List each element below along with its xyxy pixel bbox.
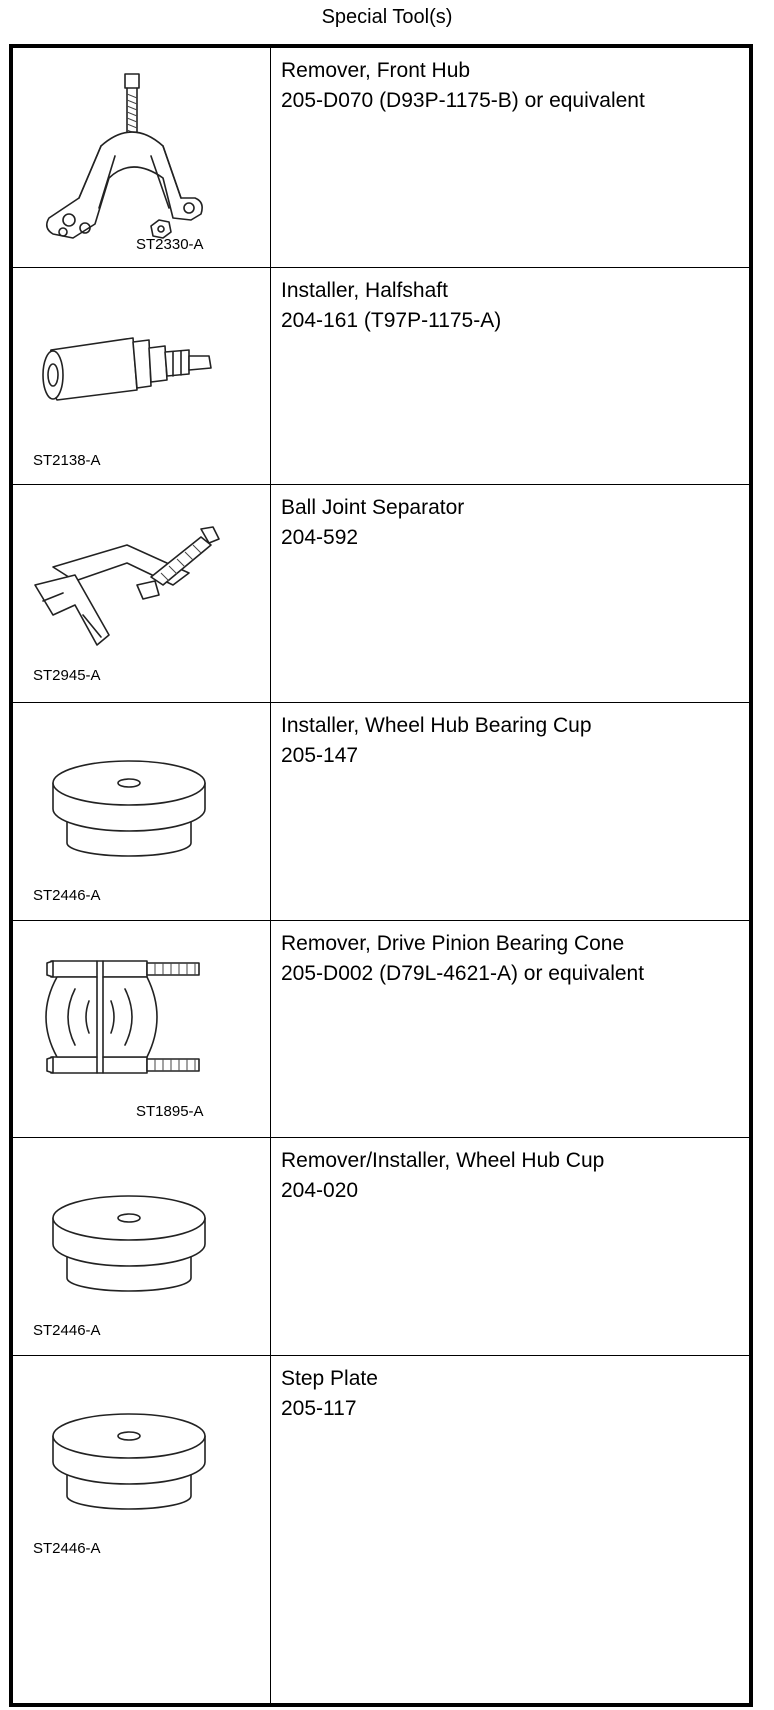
page-title: Special Tool(s) <box>321 6 453 28</box>
tool-number: 204-592 <box>281 526 359 549</box>
tool-code: ST2138-A <box>33 452 101 469</box>
tool-name: Step Plate <box>281 1367 378 1390</box>
tool-description-cell <box>272 1356 749 1703</box>
tool-image-cell <box>13 485 271 702</box>
tool-image-cell <box>13 921 271 1137</box>
tool-description-cell <box>272 48 749 267</box>
tool-description-cell <box>272 703 749 920</box>
tool-number: 205-D070 (D93P-1175-B) or equivalent <box>281 89 645 112</box>
front-hub-remover-icon <box>13 48 270 268</box>
tool-row-ball-joint-separator <box>13 485 749 703</box>
tool-name: Ball Joint Separator <box>281 496 465 519</box>
tool-name: Remover, Drive Pinion Bearing Cone <box>281 932 625 955</box>
tool-code: ST1895-A <box>136 1103 204 1120</box>
tool-name: Remover/Installer, Wheel Hub Cup <box>281 1149 605 1172</box>
tool-description-cell <box>272 1138 749 1355</box>
tool-code: ST2446-A <box>33 887 101 904</box>
tool-row-drive-pinion-bearing-cone-remover <box>13 921 749 1138</box>
tool-number: 205-117 <box>281 1397 357 1420</box>
tool-code: ST2945-A <box>33 667 101 684</box>
tool-image-cell <box>13 703 271 920</box>
tool-number: 204-020 <box>281 1179 359 1202</box>
tool-image-cell <box>13 48 271 267</box>
tool-description-cell <box>272 268 749 484</box>
tool-row-halfshaft-installer <box>13 268 749 485</box>
tool-name: Remover, Front Hub <box>281 59 471 82</box>
tool-number: 204-161 (T97P-1175-A) <box>281 309 502 332</box>
special-tools-table <box>9 44 753 1707</box>
tool-number: 205-147 <box>281 744 359 767</box>
tool-code: ST2330-A <box>136 236 204 253</box>
stepped-disc-icon <box>13 1356 270 1703</box>
tool-number: 205-D002 (D79L-4621-A) or equivalent <box>281 962 645 985</box>
tool-code: ST2446-A <box>33 1322 101 1339</box>
tool-image-cell <box>13 1138 271 1355</box>
tool-name: Installer, Wheel Hub Bearing Cup <box>281 714 592 737</box>
tool-image-cell <box>13 268 271 484</box>
tool-image-cell <box>13 1356 271 1703</box>
tool-row-wheel-hub-cup-remover-installer <box>13 1138 749 1356</box>
tool-name: Installer, Halfshaft <box>281 279 448 302</box>
tool-row-step-plate <box>13 1356 749 1703</box>
tool-row-wheel-hub-bearing-cup-installer <box>13 703 749 921</box>
tool-description-cell <box>272 485 749 702</box>
tool-row-front-hub-remover <box>13 48 749 268</box>
tool-code: ST2446-A <box>33 1540 101 1557</box>
tool-description-cell <box>272 921 749 1137</box>
